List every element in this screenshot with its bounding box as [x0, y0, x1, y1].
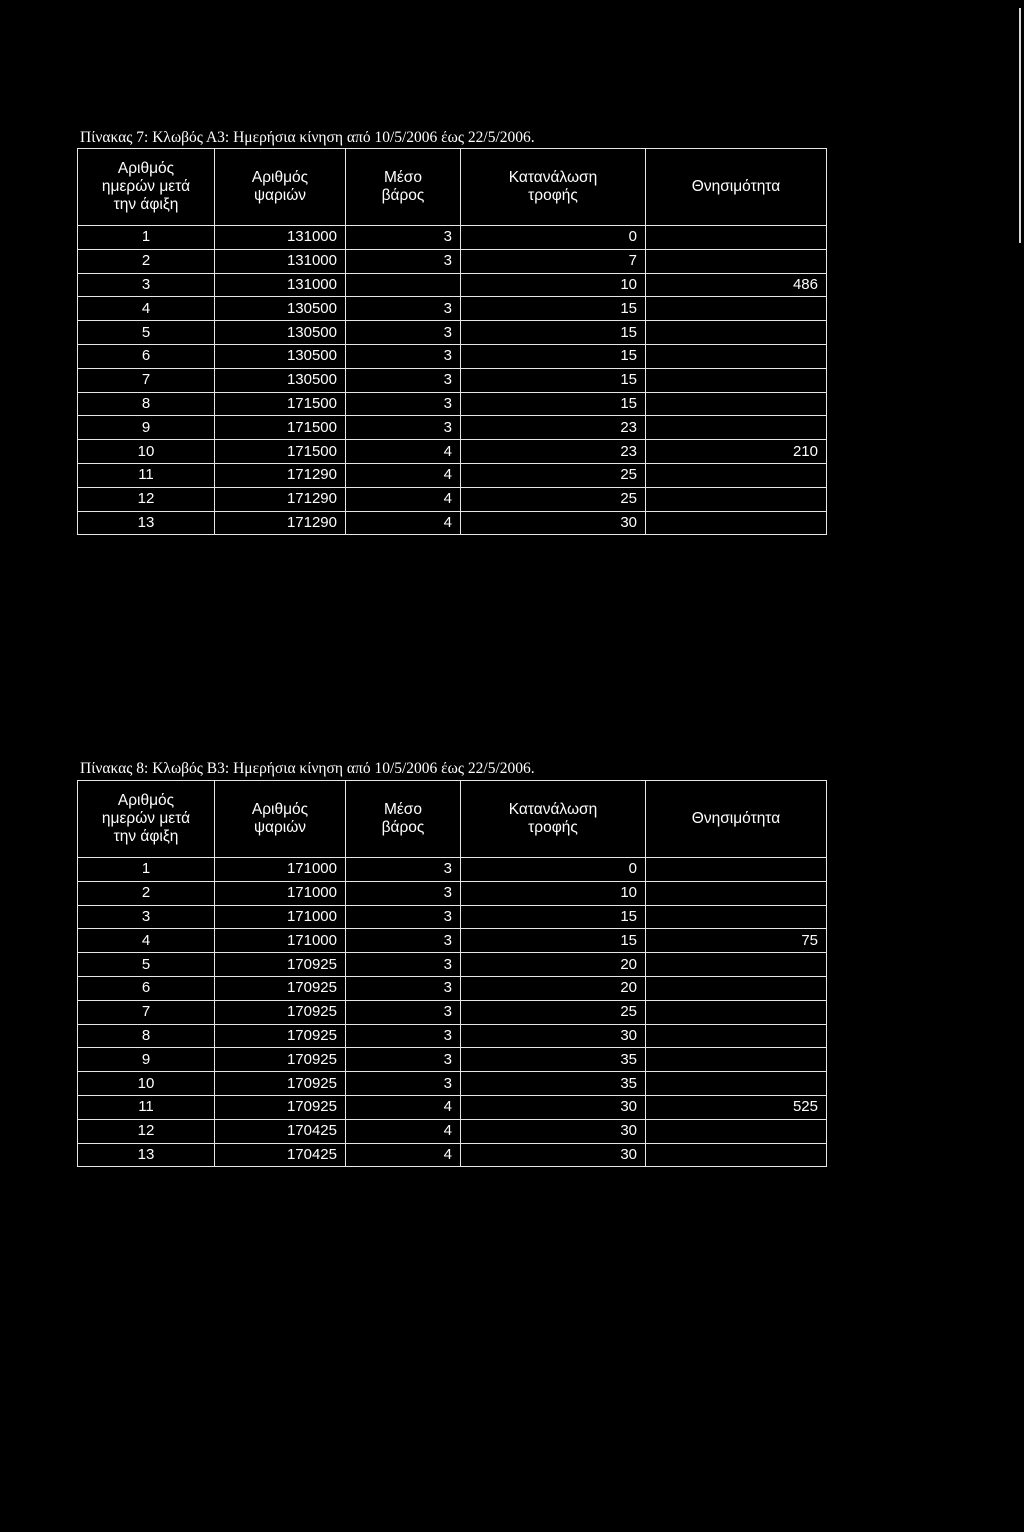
cell-mortality: 210 — [646, 440, 827, 464]
cell-feed-consumption: 15 — [461, 344, 646, 368]
cell-mortality — [646, 881, 827, 905]
table-row — [78, 953, 827, 977]
cell-fish-count: 130500 — [215, 297, 346, 321]
header-fish-count: Αριθμός ψαριών — [215, 781, 346, 858]
table-row — [78, 297, 827, 321]
cell-mortality — [646, 511, 827, 535]
cell-mortality — [646, 392, 827, 416]
cell-fish-count: 171000 — [215, 905, 346, 929]
cell-days-after-arrival: 13 — [78, 511, 215, 535]
cell-fish-count: 170925 — [215, 1000, 346, 1024]
table-row — [78, 511, 827, 535]
cell-mortality — [646, 226, 827, 250]
cell-feed-consumption: 15 — [461, 905, 646, 929]
cell-fish-count: 170925 — [215, 976, 346, 1000]
header-mean-weight: Μέσο βάρος — [346, 149, 461, 226]
cell-days-after-arrival: 9 — [78, 416, 215, 440]
cell-mean-weight: 3 — [346, 321, 461, 345]
cell-fish-count: 170925 — [215, 1048, 346, 1072]
cell-mortality — [646, 368, 827, 392]
cell-mean-weight: 3 — [346, 1048, 461, 1072]
table-row — [78, 392, 827, 416]
cell-feed-consumption: 0 — [461, 858, 646, 882]
cell-fish-count: 170925 — [215, 1095, 346, 1119]
cell-days-after-arrival: 8 — [78, 392, 215, 416]
cell-days-after-arrival: 3 — [78, 905, 215, 929]
cell-fish-count: 171000 — [215, 929, 346, 953]
cell-mean-weight: 3 — [346, 344, 461, 368]
cell-days-after-arrival: 6 — [78, 344, 215, 368]
cell-feed-consumption: 0 — [461, 226, 646, 250]
cell-days-after-arrival: 1 — [78, 858, 215, 882]
cell-mortality: 525 — [646, 1095, 827, 1119]
cell-feed-consumption: 30 — [461, 1143, 646, 1167]
table-row — [78, 368, 827, 392]
cell-mortality — [646, 1119, 827, 1143]
cell-mean-weight: 3 — [346, 226, 461, 250]
cell-feed-consumption: 15 — [461, 929, 646, 953]
table-row — [78, 881, 827, 905]
cell-mortality — [646, 249, 827, 273]
cell-mortality — [646, 905, 827, 929]
cell-mean-weight: 3 — [346, 392, 461, 416]
cell-mortality — [646, 976, 827, 1000]
cell-feed-consumption: 15 — [461, 392, 646, 416]
cell-mean-weight: 3 — [346, 416, 461, 440]
table-row — [78, 344, 827, 368]
cell-mortality — [646, 1072, 827, 1096]
cell-days-after-arrival: 2 — [78, 881, 215, 905]
cell-days-after-arrival: 12 — [78, 487, 215, 511]
cell-mean-weight: 3 — [346, 905, 461, 929]
table-row — [78, 1000, 827, 1024]
cell-mean-weight: 3 — [346, 858, 461, 882]
cell-days-after-arrival: 5 — [78, 953, 215, 977]
cell-fish-count: 171500 — [215, 392, 346, 416]
table-row — [78, 905, 827, 929]
cell-mean-weight: 3 — [346, 297, 461, 321]
table-row — [78, 321, 827, 345]
cell-mean-weight: 3 — [346, 881, 461, 905]
header-mortality: Θνησιμότητα — [646, 781, 827, 858]
cell-mortality — [646, 1048, 827, 1072]
table-header-row — [78, 781, 827, 858]
cell-days-after-arrival: 3 — [78, 273, 215, 297]
cell-feed-consumption: 30 — [461, 511, 646, 535]
cell-fish-count: 130500 — [215, 344, 346, 368]
cell-days-after-arrival: 7 — [78, 368, 215, 392]
cell-feed-consumption: 23 — [461, 416, 646, 440]
cell-fish-count: 170925 — [215, 1072, 346, 1096]
cell-days-after-arrival: 6 — [78, 976, 215, 1000]
header-days-after-arrival: Αριθμός ημερών μετά την άφιξη — [78, 149, 215, 226]
cell-mortality — [646, 953, 827, 977]
cell-mortality — [646, 1000, 827, 1024]
cell-days-after-arrival: 12 — [78, 1119, 215, 1143]
cell-feed-consumption: 35 — [461, 1072, 646, 1096]
table-row — [78, 226, 827, 250]
table-8 — [77, 780, 827, 1167]
table-row — [78, 1072, 827, 1096]
cell-days-after-arrival: 1 — [78, 226, 215, 250]
cell-days-after-arrival: 4 — [78, 297, 215, 321]
table-row — [78, 1024, 827, 1048]
header-fish-count: Αριθμός ψαριών — [215, 149, 346, 226]
table-row — [78, 1048, 827, 1072]
header-days-after-arrival: Αριθμός ημερών μετά την άφιξη — [78, 781, 215, 858]
cell-fish-count: 171290 — [215, 487, 346, 511]
table-8-caption: Πίνακας 8: Κλωβός Β3: Ημερήσια κίνηση από 10/5/2006 έως 22/5/2006. — [80, 760, 535, 777]
table-row — [78, 1143, 827, 1167]
cell-fish-count: 171500 — [215, 416, 346, 440]
cell-fish-count: 130500 — [215, 368, 346, 392]
table-row — [78, 858, 827, 882]
cell-fish-count: 170925 — [215, 953, 346, 977]
cell-mortality — [646, 321, 827, 345]
cell-fish-count: 170425 — [215, 1143, 346, 1167]
table-row — [78, 416, 827, 440]
cell-mean-weight: 3 — [346, 976, 461, 1000]
cell-mortality — [646, 463, 827, 487]
cell-days-after-arrival: 2 — [78, 249, 215, 273]
cell-mean-weight: 4 — [346, 511, 461, 535]
table-row — [78, 487, 827, 511]
scan-edge-line — [1019, 8, 1021, 243]
cell-days-after-arrival: 8 — [78, 1024, 215, 1048]
cell-mean-weight: 3 — [346, 1000, 461, 1024]
table-row — [78, 929, 827, 953]
cell-feed-consumption: 7 — [461, 249, 646, 273]
cell-mean-weight — [346, 273, 461, 297]
cell-mean-weight: 3 — [346, 368, 461, 392]
cell-fish-count: 131000 — [215, 226, 346, 250]
cell-mean-weight: 3 — [346, 953, 461, 977]
cell-fish-count: 171000 — [215, 858, 346, 882]
cell-fish-count: 130500 — [215, 321, 346, 345]
cell-feed-consumption: 15 — [461, 321, 646, 345]
cell-mortality — [646, 344, 827, 368]
table-row — [78, 1095, 827, 1119]
cell-fish-count: 170925 — [215, 1024, 346, 1048]
cell-days-after-arrival: 7 — [78, 1000, 215, 1024]
cell-mortality — [646, 858, 827, 882]
table-row — [78, 463, 827, 487]
cell-mean-weight: 4 — [346, 463, 461, 487]
cell-feed-consumption: 23 — [461, 440, 646, 464]
cell-feed-consumption: 10 — [461, 881, 646, 905]
table-row — [78, 249, 827, 273]
header-mortality: Θνησιμότητα — [646, 149, 827, 226]
cell-fish-count: 171000 — [215, 881, 346, 905]
cell-mortality: 486 — [646, 273, 827, 297]
cell-mean-weight: 4 — [346, 487, 461, 511]
cell-mean-weight: 4 — [346, 1119, 461, 1143]
cell-fish-count: 171290 — [215, 511, 346, 535]
header-feed-consumption: Κατανάλωση τροφής — [461, 149, 646, 226]
table-row — [78, 976, 827, 1000]
cell-days-after-arrival: 11 — [78, 1095, 215, 1119]
cell-days-after-arrival: 11 — [78, 463, 215, 487]
cell-fish-count: 170425 — [215, 1119, 346, 1143]
cell-mortality — [646, 1143, 827, 1167]
cell-days-after-arrival: 10 — [78, 440, 215, 464]
table-7 — [77, 148, 827, 535]
cell-mean-weight: 3 — [346, 249, 461, 273]
cell-mean-weight: 4 — [346, 440, 461, 464]
cell-feed-consumption: 25 — [461, 1000, 646, 1024]
cell-mortality — [646, 416, 827, 440]
cell-fish-count: 171500 — [215, 440, 346, 464]
cell-mean-weight: 4 — [346, 1143, 461, 1167]
cell-days-after-arrival: 10 — [78, 1072, 215, 1096]
header-mean-weight: Μέσο βάρος — [346, 781, 461, 858]
cell-mean-weight: 4 — [346, 1095, 461, 1119]
cell-feed-consumption: 20 — [461, 953, 646, 977]
cell-days-after-arrival: 13 — [78, 1143, 215, 1167]
table-header-row — [78, 149, 827, 226]
cell-days-after-arrival: 4 — [78, 929, 215, 953]
table-row — [78, 273, 827, 297]
cell-mortality — [646, 297, 827, 321]
cell-days-after-arrival: 5 — [78, 321, 215, 345]
table-7-caption: Πίνακας 7: Κλωβός Α3: Ημερήσια κίνηση από 10/5/2006 έως 22/5/2006. — [80, 129, 535, 146]
cell-feed-consumption: 30 — [461, 1024, 646, 1048]
cell-mortality — [646, 487, 827, 511]
table-row — [78, 440, 827, 464]
cell-feed-consumption: 30 — [461, 1095, 646, 1119]
cell-feed-consumption: 35 — [461, 1048, 646, 1072]
cell-fish-count: 131000 — [215, 249, 346, 273]
cell-days-after-arrival: 9 — [78, 1048, 215, 1072]
cell-feed-consumption: 20 — [461, 976, 646, 1000]
cell-mortality — [646, 1024, 827, 1048]
cell-fish-count: 171290 — [215, 463, 346, 487]
cell-mean-weight: 3 — [346, 1024, 461, 1048]
header-feed-consumption: Κατανάλωση τροφής — [461, 781, 646, 858]
table-row — [78, 1119, 827, 1143]
cell-fish-count: 131000 — [215, 273, 346, 297]
cell-feed-consumption: 15 — [461, 368, 646, 392]
cell-feed-consumption: 15 — [461, 297, 646, 321]
cell-feed-consumption: 10 — [461, 273, 646, 297]
cell-mortality: 75 — [646, 929, 827, 953]
cell-feed-consumption: 25 — [461, 487, 646, 511]
cell-feed-consumption: 30 — [461, 1119, 646, 1143]
cell-mean-weight: 3 — [346, 1072, 461, 1096]
cell-feed-consumption: 25 — [461, 463, 646, 487]
cell-mean-weight: 3 — [346, 929, 461, 953]
